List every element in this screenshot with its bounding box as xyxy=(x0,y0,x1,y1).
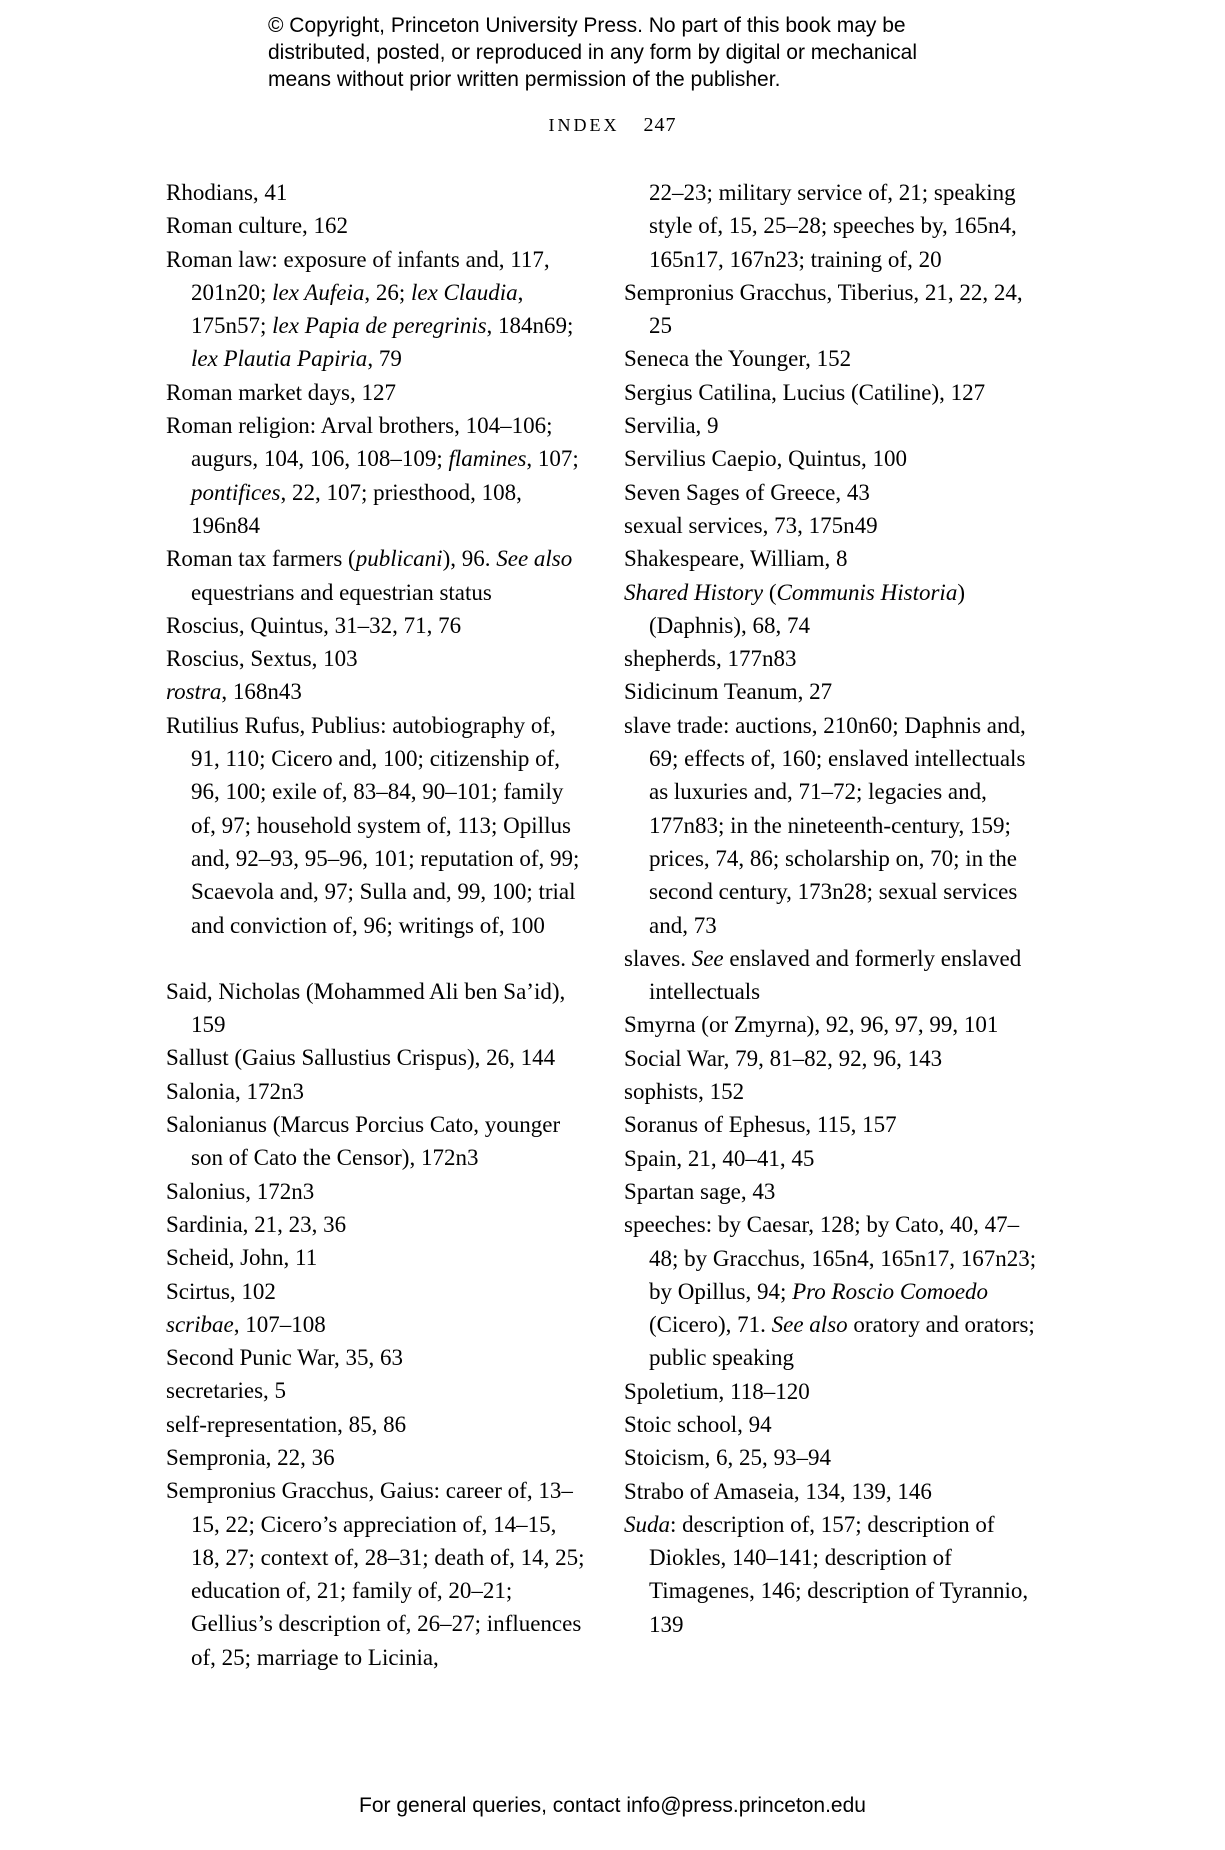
index-entry: Shakespeare, William, 8 xyxy=(624,546,848,572)
index-entry: Roman culture, 162 xyxy=(166,213,349,239)
index-entry: Roman tax farmers (publicani), 96. See also equestrians and equestrian status xyxy=(166,546,573,605)
footer-contact: For general queries, contact info@press.princeton.edu xyxy=(359,1794,866,1817)
copyright-line: © Copyright, Princeton University Press. No part of this book may be xyxy=(268,14,906,37)
index-entry: Scheid, John, 11 xyxy=(166,1245,318,1271)
index-column-right xyxy=(624,176,1044,1641)
index-entry: Roscius, Sextus, 103 xyxy=(166,646,358,672)
index-entry: speeches: by Caesar, 128; by Cato, 40, 47–48; by Gracchus, 165n4, 165n17, 167n23; by Opillus, 94; Pro Roscio Comoedo (Cicero), 71. See also oratory and orators; public speaking xyxy=(624,1212,1037,1371)
index-entry: Soranus of Ephesus, 115, 157 xyxy=(624,1112,897,1138)
index-entry: Strabo of Amaseia, 134, 139, 146 xyxy=(624,1478,932,1504)
index-entry: Seneca the Younger, 152 xyxy=(624,346,852,372)
copyright-line: distributed, posted, or reproduced in any form by digital or mechanical xyxy=(268,41,918,64)
index-entry: self-representation, 85, 86 xyxy=(166,1411,407,1437)
copyright-line: means without prior written permission of the publisher. xyxy=(268,68,781,91)
index-entry: Seven Sages of Greece, 43 xyxy=(624,479,870,505)
index-entry: Roscius, Quintus, 31–32, 71, 76 xyxy=(166,612,462,638)
index-entry: Salonius, 172n3 xyxy=(166,1178,315,1204)
index-entry: Stoicism, 6, 25, 93–94 xyxy=(624,1445,832,1471)
index-entry: Servilia, 9 xyxy=(624,413,719,439)
index-entry: Sardinia, 21, 23, 36 xyxy=(166,1211,347,1237)
index-entry: Servilius Caepio, Quintus, 100 xyxy=(624,446,908,472)
index-entry: Salonianus (Marcus Porcius Cato, younger son of Cato the Censor), 172n3 xyxy=(166,1112,561,1171)
index-entry: Roman law: exposure of infants and, 117, 201n20; lex Aufeia, 26; lex Claudia, 175n57; lex Papia de peregrinis, 184n69; lex Plautia Papiria, 79 xyxy=(166,246,574,372)
copyright-notice xyxy=(268,12,988,93)
index-entry: Rutilius Rufus, Publius: autobiography of, 91, 110; Cicero and, 100; citizenship of, 96, 100; exile of, 83–84, 90–101; family of, 97; household system of, 113; Opillus and, 92–93, 95–96, 101; reputation of, 99; Scaevola and, 97; Sulla and, 99, 100; trial and conviction of, 96; writings of, 100 xyxy=(166,712,580,938)
index-entry: Scirtus, 102 xyxy=(166,1278,276,1304)
index-entry: Roman market days, 127 xyxy=(166,379,396,405)
index-entry: Sempronius Gracchus, Tiberius, 21, 22, 24, 25 xyxy=(624,279,1023,339)
index-entry: Said, Nicholas (Mohammed Ali ben Sa’id), 159 xyxy=(166,978,566,1038)
index-entry: secretaries, 5 xyxy=(166,1378,287,1404)
index-entry: sexual services, 73, 175n49 xyxy=(624,512,878,538)
index-entry: Sidicinum Teanum, 27 xyxy=(624,679,833,705)
index-entry: Sallust (Gaius Sallustius Crispus), 26, 144 xyxy=(166,1045,556,1071)
index-column-left xyxy=(166,176,586,1674)
index-entry: Salonia, 172n3 xyxy=(166,1078,304,1104)
index-entry: Smyrna (or Zmyrna), 92, 96, 97, 99, 101 xyxy=(624,1012,999,1038)
index-entry: slave trade: auctions, 210n60; Daphnis and, 69; effects of, 160; enslaved intellectuals as luxuries and, 71–72; legacies and, 177n83; in the nineteenth-century, 159; prices, 74, 86; scholarship on, 70; in the second century, 173n28; sexual services and, 73 xyxy=(624,712,1026,938)
index-entry: Sempronia, 22, 36 xyxy=(166,1444,335,1470)
index-entry: rostra, 168n43 xyxy=(166,679,302,705)
page-number: 247 xyxy=(643,114,677,136)
index-entry: Spain, 21, 40–41, 45 xyxy=(624,1145,815,1171)
index-entry: Sergius Catilina, Lucius (Catiline), 127 xyxy=(624,379,986,405)
index-entry: scribae, 107–108 xyxy=(166,1311,326,1337)
index-entry: 22–23; military service of, 21; speaking style of, 15, 25–28; speeches by, 165n4, 165n17, 167n23; training of, 20 xyxy=(649,180,1017,272)
index-entry: sophists, 152 xyxy=(624,1079,745,1105)
index-entry: Suda: description of, 157; description of Diokles, 140–141; description of Timagenes, 146; description of Tyrannio, 139 xyxy=(624,1511,1029,1637)
index-entry: Spartan sage, 43 xyxy=(624,1178,776,1204)
index-entry: Roman religion: Arval brothers, 104–106; augurs, 104, 106, 108–109; flamines, 107; pontifices, 22, 107; priesthood, 108, 196n84 xyxy=(166,413,579,538)
index-entry: Stoic school, 94 xyxy=(624,1411,772,1437)
index-entry: Sempronius Gracchus, Gaius: career of, 13–15, 22; Cicero’s appreciation of, 14–15, 18, 27; context of, 28–31; death of, 14, 25; education of, 21; family of, 20–21; Gellius’s description of, 26–27; influences of, 25; marriage to Licinia, xyxy=(166,1478,585,1670)
index-entry: Social War, 79, 81–82, 92, 96, 143 xyxy=(624,1045,943,1071)
index-entry: slaves. See enslaved and formerly enslaved intellectuals xyxy=(624,945,1022,1005)
running-head xyxy=(0,114,1225,137)
index-entry: Second Punic War, 35, 63 xyxy=(166,1345,403,1371)
index-entry: shepherds, 177n83 xyxy=(624,646,797,672)
index-entry: Spoletium, 118–120 xyxy=(624,1378,810,1404)
index-entry: Shared History (Communis Historia) (Daphnis), 68, 74 xyxy=(624,579,965,638)
index-entry: Rhodians, 41 xyxy=(166,180,288,205)
running-head-title: INDEX xyxy=(548,115,620,135)
